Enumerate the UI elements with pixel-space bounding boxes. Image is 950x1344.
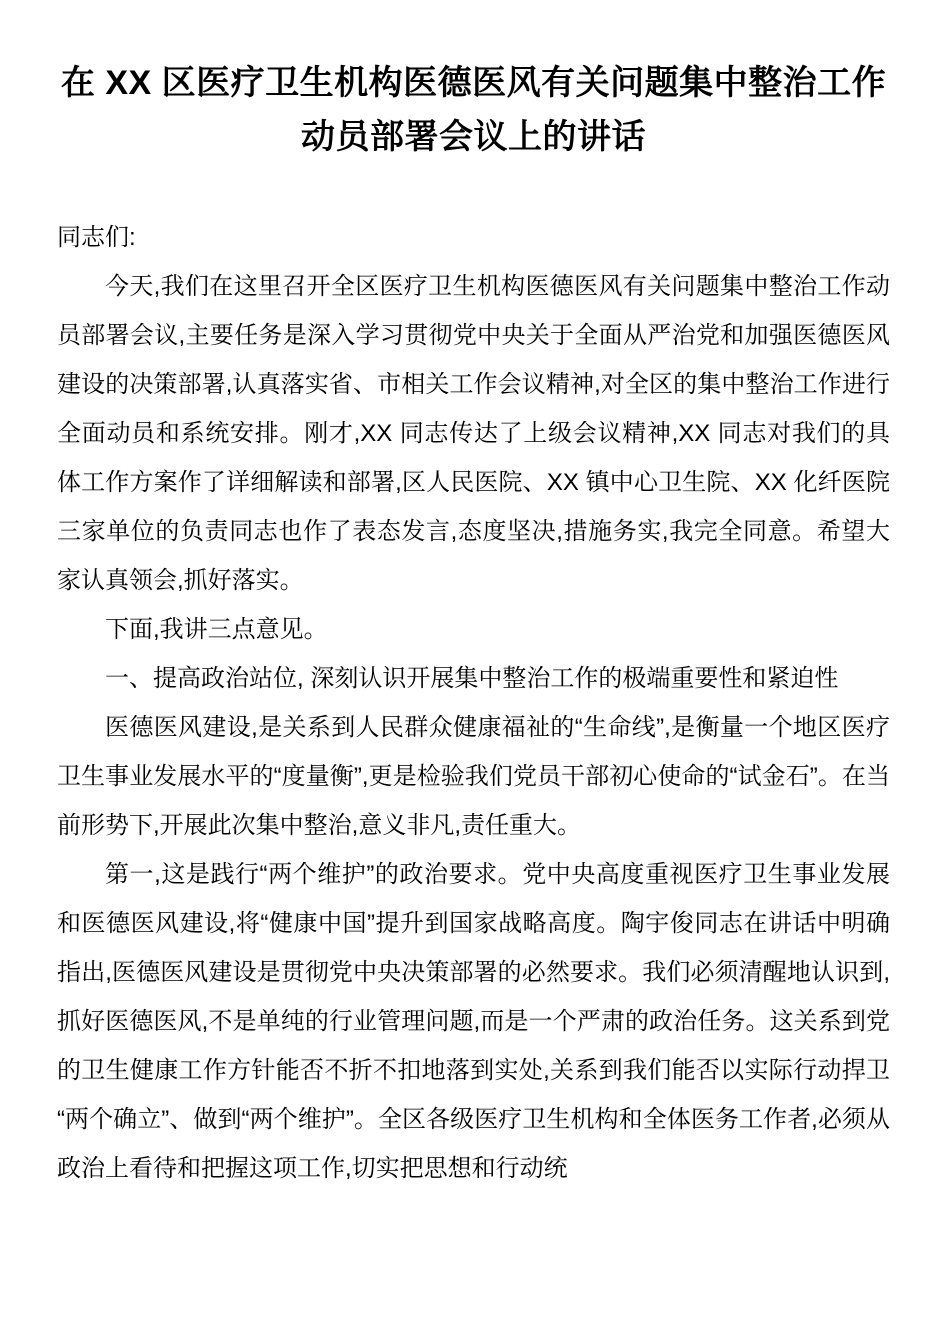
salutation: 同志们: [57, 224, 136, 251]
section-heading-one: 一、提高政治站位, 深刻认识开展集中整治工作的极端重要性和紧迫性 [105, 665, 839, 692]
paragraph-first-point: 第一,这是践行“两个维护”的政治要求。党中央高度重视医疗卫生事业发展和医德医风建设,将“健康中国”提升到国家战略高度。陶宇俊同志在讲话中明确指出,医德医风建设是贯彻党中央决策部署的必然要求。我们必须清醒地认识到,抓好医德医风,不是单纯的行业管理问题,而是一个严肃的政治任务。这关系到党的卫生健康工作方针能否不折不扣地落到实处,关系到我们能否以实际行动捍卫“两个确立”、做到“两个维护”。全区各级医疗卫生机构和全体医务工作者,必须从政治上看待和把握这项工作,切实把思想和行动统 [57, 861, 890, 1182]
paragraph-section-one-intro: 医德医风建设,是关系到人民群众健康福祉的“生命线”,是衡量一个地区医疗卫生事业发展水平的“度量衡”,更是检验我们党员干部初心使命的“试金石”。在当前形势下,开展此次集中整治,意义非凡,责任重大。 [57, 714, 890, 839]
document-body [57, 213, 890, 1193]
document-title: 在 XX 区医疗卫生机构医德医风有关问题集中整治工作动员部署会议上的讲话 [60, 64, 887, 156]
paragraph-opening: 今天,我们在这里召开全区医疗卫生机构医德医风有关问题集中整治工作动员部署会议,主要任务是深入学习贯彻党中央关于全面从严治党和加强医德医风建设的决策部署,认真落实省、市相关工作会议精神,对全区的集中整治工作进行全面动员和系统安排。刚才,XX 同志传达了上级会议精神,XX 同志对我们的具体工作方案作了详细解读和部署,区人民医院、XX 镇中心卫生院、XX 化纤医院三家单位的负责同志也作了表态发言,态度坚决,措施务实,我完全同意。希望大家认真领会,抓好落实。 [57, 273, 890, 594]
paragraph-transition: 下面,我讲三点意见。 [105, 616, 328, 643]
